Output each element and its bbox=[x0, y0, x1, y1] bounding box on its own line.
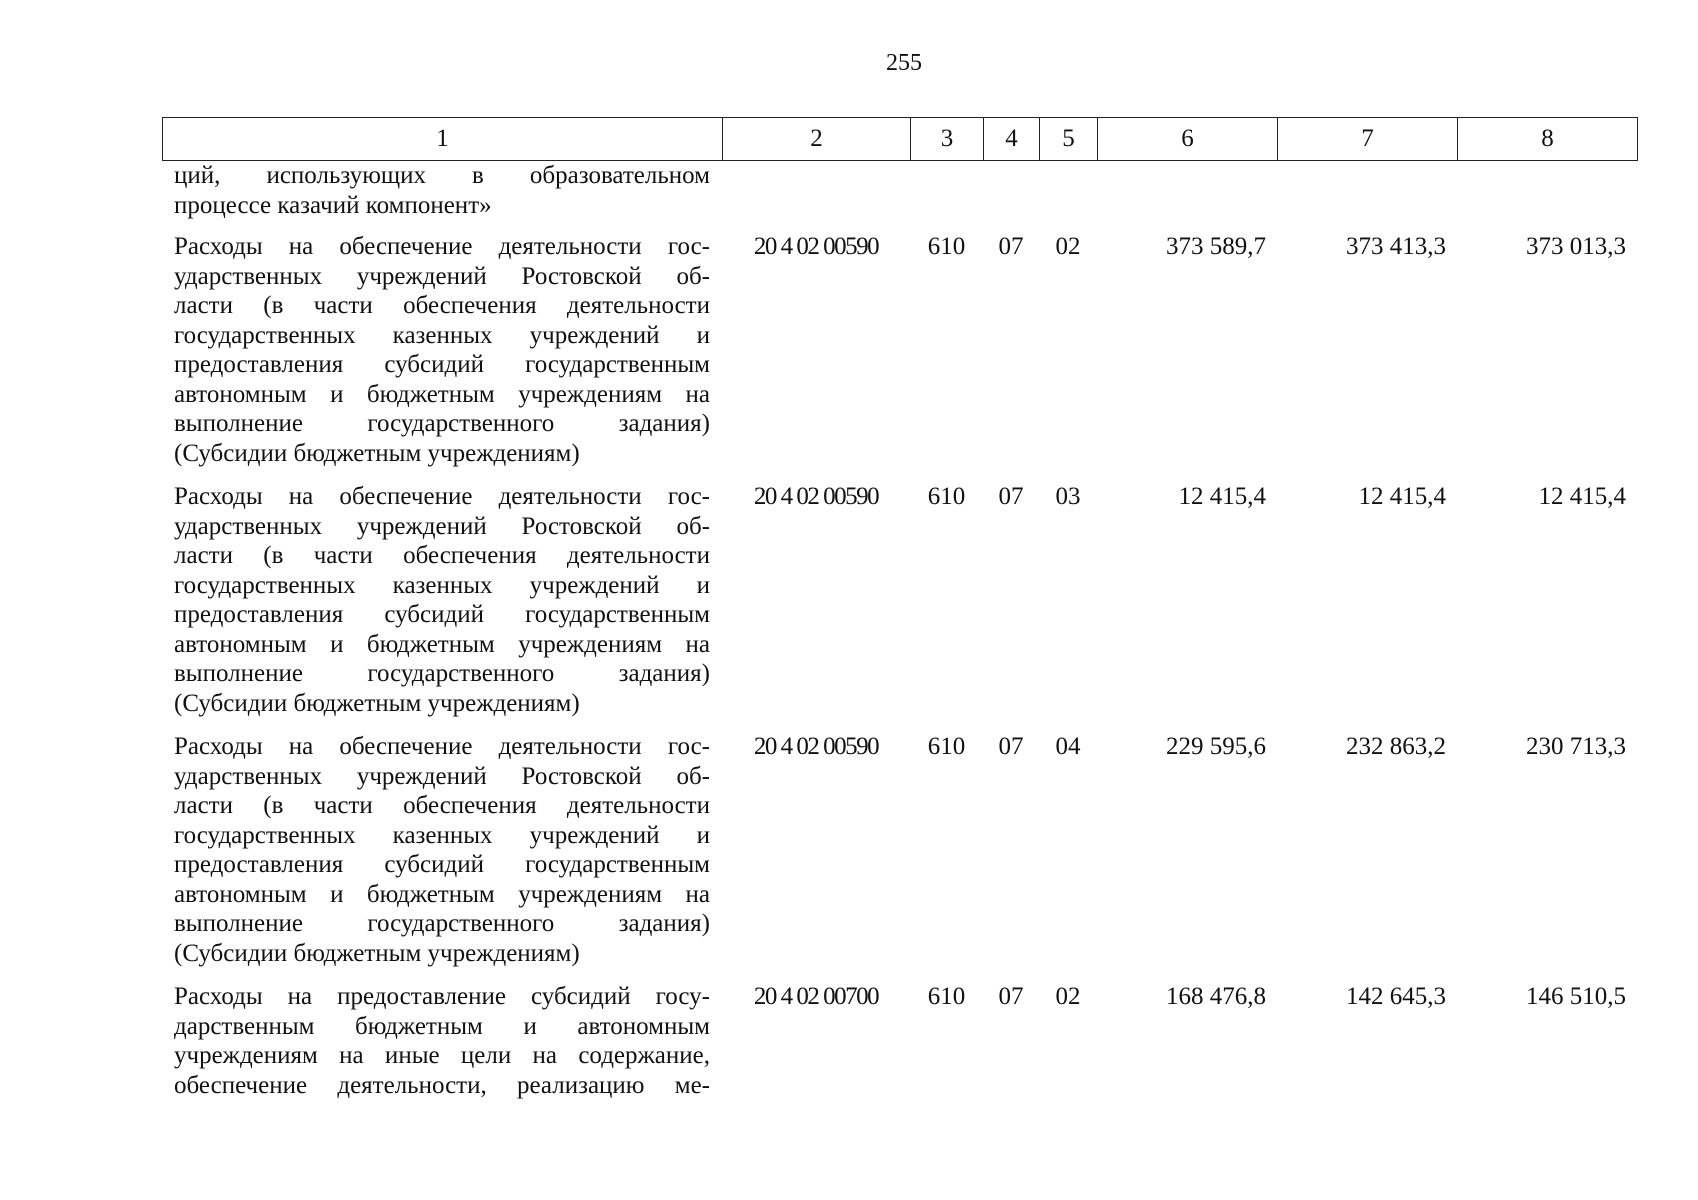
row-target-code: 20 4 02 00590 bbox=[753, 733, 879, 760]
column-header-7: 7 bbox=[1278, 118, 1458, 161]
description-line: государственных казенных учреждений и bbox=[174, 821, 710, 849]
description-line: (Субсидии бюджетным учреждениям) bbox=[174, 689, 580, 717]
description-line: государственных казенных учреждений и bbox=[174, 571, 710, 599]
description-line: ласти (в части обеспечения деятельности bbox=[174, 792, 710, 819]
description-line: ударственных учреждений Ростовской об- bbox=[174, 512, 710, 540]
description-line: ласти (в части обеспечения деятельности bbox=[174, 542, 710, 569]
description-line: ласти (в части обеспечения деятельности bbox=[174, 292, 710, 319]
description-line: дарственным бюджетным и автономным bbox=[174, 1012, 710, 1040]
row-amount-col6: 12 415,4 bbox=[1178, 483, 1266, 510]
description-line: (Субсидии бюджетным учреждениям) bbox=[174, 439, 580, 467]
description-line: предоставления субсидий государственным bbox=[174, 351, 710, 378]
row-description bbox=[162, 732, 722, 968]
column-header-3: 3 bbox=[911, 118, 984, 161]
row-subsection: 02 bbox=[1055, 233, 1081, 260]
continuation-description bbox=[162, 161, 722, 220]
page-number: 255 bbox=[886, 50, 922, 76]
row-target-code: 20 4 02 00700 bbox=[753, 983, 879, 1010]
row-amount-col6: 229 595,6 bbox=[1166, 733, 1266, 760]
description-line: учреждениям на иные цели на содержание, bbox=[174, 1042, 710, 1069]
row-section: 07 bbox=[998, 983, 1024, 1010]
description-line: ударственных учреждений Ростовской об- bbox=[174, 762, 710, 790]
row-description bbox=[162, 982, 722, 1100]
table-body bbox=[162, 161, 1637, 1114]
description-line: автономным и бюджетным учреждениям на bbox=[174, 380, 710, 408]
description-line: Расходы на обеспечение деятельности гос- bbox=[174, 733, 710, 760]
row-amount-col8: 12 415,4 bbox=[1538, 483, 1626, 510]
row-amount-col7: 12 415,4 bbox=[1358, 483, 1446, 510]
row-subsection: 04 bbox=[1055, 733, 1081, 760]
row-amount-col7: 142 645,3 bbox=[1346, 983, 1446, 1010]
column-header-6: 6 bbox=[1098, 118, 1278, 161]
row-section: 07 bbox=[998, 483, 1024, 510]
table-row bbox=[162, 482, 1637, 718]
column-header-2: 2 bbox=[723, 118, 911, 161]
description-line: выполнение государственного задания) bbox=[174, 410, 710, 437]
column-header-5: 5 bbox=[1040, 118, 1098, 161]
row-amount-col8: 373 013,3 bbox=[1526, 233, 1626, 260]
column-header-8: 8 bbox=[1458, 118, 1638, 161]
description-line: предоставления субсидий государственным bbox=[174, 601, 710, 628]
description-line: Расходы на обеспечение деятельности гос- bbox=[174, 233, 710, 260]
description-line: автономным и бюджетным учреждениям на bbox=[174, 630, 710, 658]
table-row bbox=[162, 982, 1637, 1100]
table-row bbox=[162, 232, 1637, 468]
continuation-row bbox=[162, 161, 1637, 220]
row-expense-type: 610 bbox=[927, 983, 966, 1010]
row-section: 07 bbox=[998, 733, 1024, 760]
table-row bbox=[162, 732, 1637, 968]
row-subsection: 03 bbox=[1055, 483, 1081, 510]
row-target-code: 20 4 02 00590 bbox=[753, 233, 879, 260]
row-description bbox=[162, 482, 722, 718]
description-line: выполнение государственного задания) bbox=[174, 910, 710, 937]
description-line: предоставления субсидий государственным bbox=[174, 851, 710, 878]
row-amount-col7: 232 863,2 bbox=[1346, 733, 1446, 760]
row-target-code: 20 4 02 00590 bbox=[753, 483, 879, 510]
description-line: ций, использующих в образовательном bbox=[174, 162, 710, 189]
description-line: процессе казачий компонент» bbox=[174, 191, 492, 219]
description-line: выполнение государственного задания) bbox=[174, 660, 710, 687]
row-description bbox=[162, 232, 722, 468]
row-amount-col8: 146 510,5 bbox=[1526, 983, 1626, 1010]
description-line: ударственных учреждений Ростовской об- bbox=[174, 262, 710, 290]
row-amount-col6: 168 476,8 bbox=[1166, 983, 1266, 1010]
description-line: (Субсидии бюджетным учреждениям) bbox=[174, 939, 580, 967]
column-header-row bbox=[163, 118, 1638, 161]
row-amount-col8: 230 713,3 bbox=[1526, 733, 1626, 760]
row-expense-type: 610 bbox=[927, 733, 966, 760]
row-amount-col6: 373 589,7 bbox=[1166, 233, 1266, 260]
description-line: Расходы на обеспечение деятельности гос- bbox=[174, 483, 710, 510]
row-section: 07 bbox=[998, 233, 1024, 260]
column-header-4: 4 bbox=[984, 118, 1040, 161]
row-amount-col7: 373 413,3 bbox=[1346, 233, 1446, 260]
description-line: автономным и бюджетным учреждениям на bbox=[174, 880, 710, 908]
description-line: Расходы на предоставление субсидий госу- bbox=[174, 983, 710, 1010]
description-line: обеспечение деятельности, реализацию ме- bbox=[174, 1071, 710, 1099]
column-header-1: 1 bbox=[163, 118, 723, 161]
row-expense-type: 610 bbox=[927, 233, 966, 260]
column-header-table bbox=[162, 117, 1638, 161]
row-expense-type: 610 bbox=[927, 483, 966, 510]
row-subsection: 02 bbox=[1055, 983, 1081, 1010]
description-line: государственных казенных учреждений и bbox=[174, 321, 710, 349]
